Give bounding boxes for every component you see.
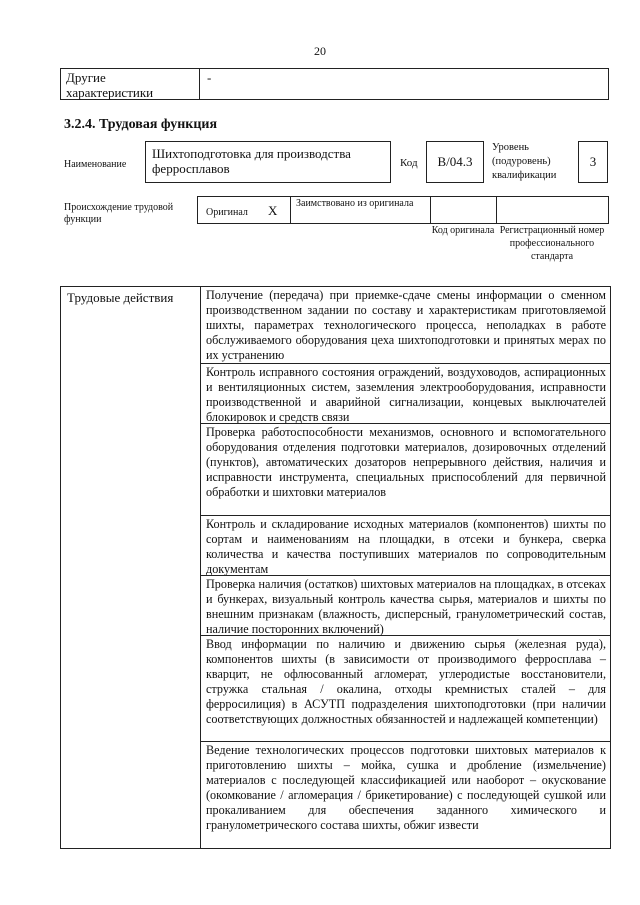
row-divider — [200, 423, 610, 424]
labor-action-item: Проверка наличия (остатков) шихтовых материалов на площадках, в отсеках и бункерах, визуальный контроль качества сырья, материалов и шихты по внешним признакам (влажность, дисперсный, гранулометрический состав, наличие посторонних включений) — [206, 577, 606, 636]
labor-action-item: Контроль и складирование исходных материалов (компонентов) шихты по сортам и наименованиям на площадки, в отсеки и бункера, сверка количества и качества поступивших материалов по сопроводительным документам — [206, 517, 606, 576]
origin-divider-3 — [496, 197, 497, 223]
reg-number-caption: Регистрационный номер профессионального стандарта — [499, 225, 605, 262]
original-label: Оригинал — [206, 207, 248, 218]
labor-action-item: Проверка работоспособности механизмов, основного и вспомогательного оборудования отделения подготовки материалов, дозировочных отделений (пунктов), автоматических дозаторов непрерывного действия, наличия и исправности инструмента, специальных приспособлений для первичной обработки и шихтовки материалов — [206, 425, 606, 499]
row-divider — [200, 575, 610, 576]
level-value-box — [578, 141, 608, 183]
column-divider — [200, 287, 201, 848]
other-characteristics-value: - — [207, 70, 212, 85]
row-divider — [200, 741, 610, 742]
column-divider — [199, 69, 200, 99]
row-divider — [200, 635, 610, 636]
other-characteristics-label: Другие характеристики — [66, 70, 154, 100]
section-title: 3.2.4. Трудовая функция — [64, 117, 218, 132]
origin-label: Происхождение трудовой функции — [64, 202, 174, 225]
labor-action-item: Ведение технологических процессов подготовки шихтовых материалов к приготовлению шихты – мойка, сушка и дробление (измельчение) материалов с последующей классификацией или наоборот – окускование (окомкование / агломерация / брикетирование) с последующей сушкой или прокаливанием для обеспечения заданного химического и гранулометрического состава шихты, обжиг извести — [206, 743, 606, 832]
page-number: 20 — [314, 44, 326, 58]
origin-divider-1 — [290, 197, 291, 223]
name-label: Наименование — [64, 159, 127, 170]
borrowed-label: Заимствовано из оригинала — [296, 198, 414, 209]
labor-action-item: Ввод информации по наличию и движению сырья (железная руда), компонентов шихты (в зависимости от производимого ферросплава – кварцит, не офлюсованный агломерат, углеродистые восстановители, стружка стальная / окалина, отходы кремнистых сталей – для ферросилиция) в АСУТП подразделения шихтоподготовки (при наличии соответствующих должностных обязанностей и надлежащей компетенции) — [206, 637, 606, 726]
original-mark: X — [268, 203, 278, 218]
code-value-box — [426, 141, 484, 183]
labor-actions-table — [60, 286, 611, 849]
labor-action-item: Получение (передача) при приемке-сдаче смены информации о сменном производственном задании по составу и характеристикам приготовляемой шихты, параметрах технологического процесса, неполадках в работе обслуживаемого оборудования цеха шихтоподготовки и принятых мерах по их устранению — [206, 288, 606, 362]
code-value: B/04.3 — [437, 154, 473, 169]
code-label: Код — [400, 157, 418, 169]
labor-actions-label: Трудовые действия — [67, 290, 174, 305]
origin-divider-2 — [430, 197, 431, 223]
origin-box — [197, 196, 609, 224]
labor-action-item: Контроль исправного состояния ограждений, воздуховодов, аспирационных и вентиляционных систем, заземления электрооборудования, исправности производственной и аварийной сигнализации, концевых выключателей блокировок и средств связи — [206, 365, 606, 424]
name-value: Шихтоподготовка для производства ферросплавов — [152, 146, 351, 176]
level-label: Уровень (подуровень) квалификации — [492, 142, 557, 181]
row-divider — [200, 515, 610, 516]
level-value: 3 — [589, 154, 597, 169]
row-divider — [200, 363, 610, 364]
name-value-box — [145, 141, 391, 183]
code-original-caption: Код оригинала — [431, 225, 495, 236]
other-characteristics-row — [60, 68, 609, 100]
